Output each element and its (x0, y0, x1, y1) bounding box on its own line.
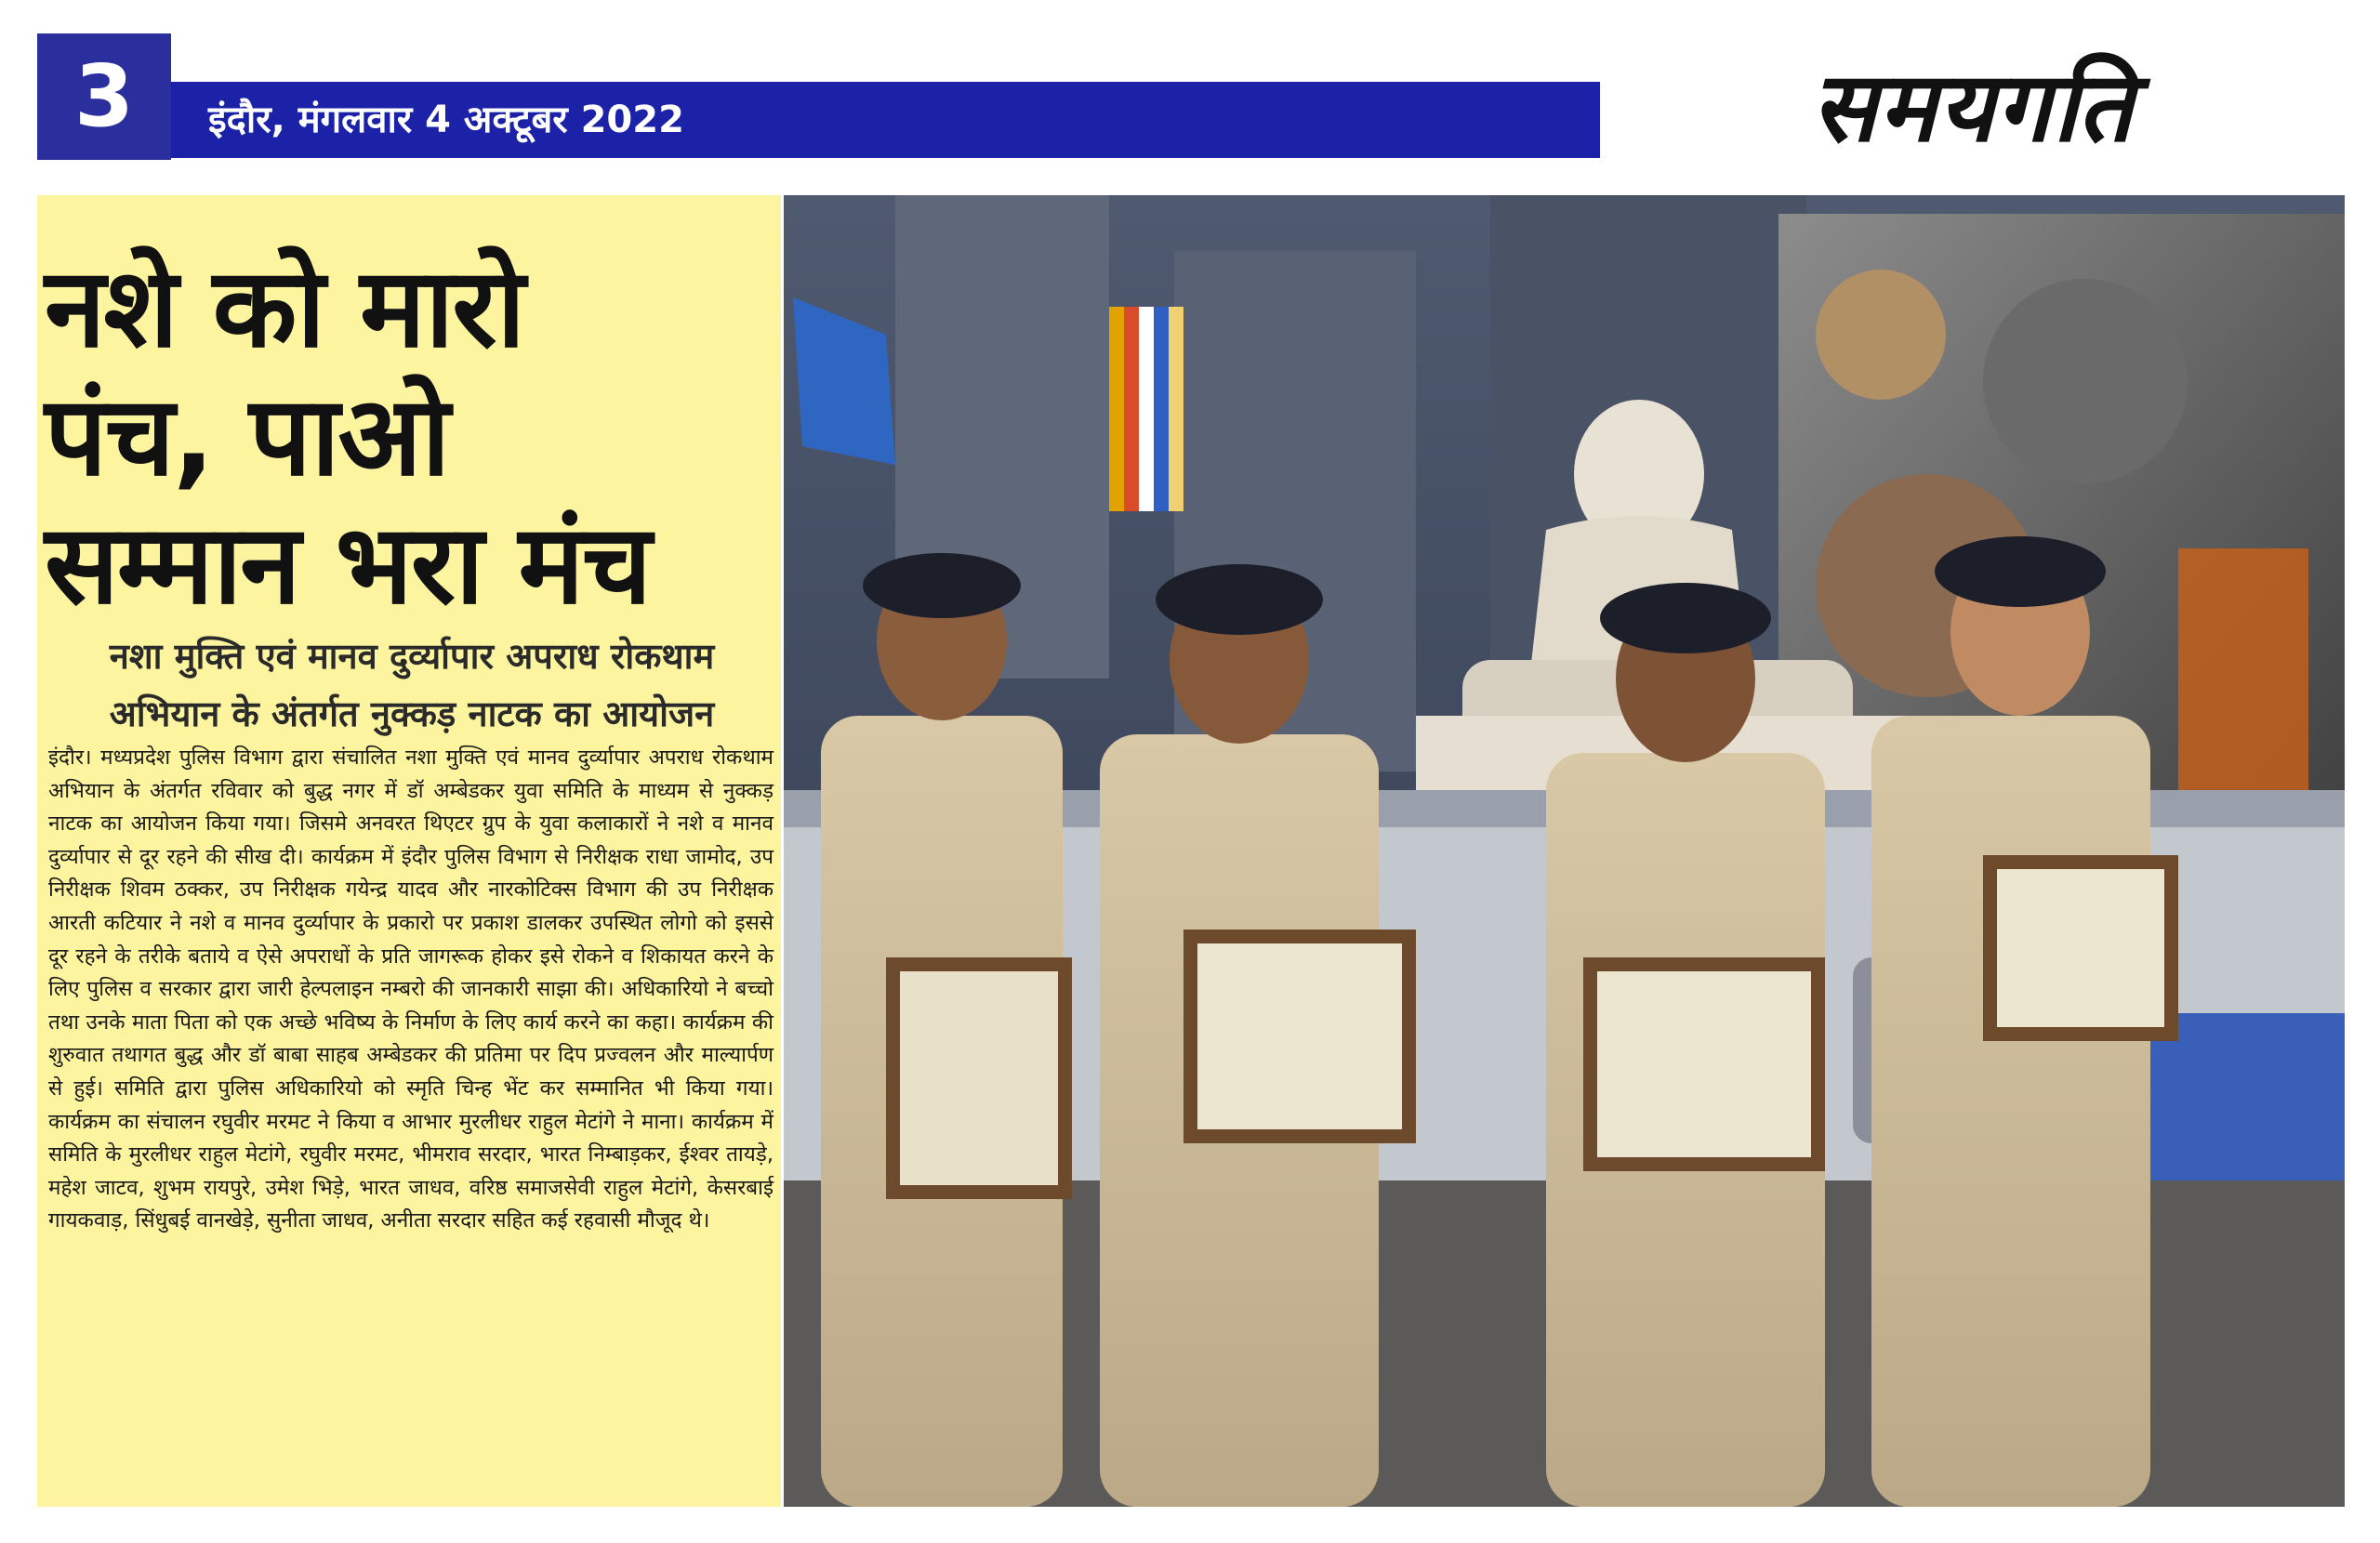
dateline: इंदौर, मंगलवार 4 अक्टूबर 2022 (208, 99, 684, 141)
headline (45, 244, 779, 628)
article-body: इंदौर। मध्यप्रदेश पुलिस विभाग द्वारा संचालित नशा मुक्ति एवं मानव दुर्व्यापार अपराध रोकथाम अभियान के अंतर्गत रविवार को बुद्ध नगर में डॉ अम्बेडकर युवा समिति के माध्यम से नुक्कड़ नाटक का आयोजन किया गया। जिसमे अनवरत थिएटर ग्रुप के युवा कलाकारों ने नशे व मानव दुर्व्यापार से दूर रहने की सीख दी। कार्यक्रम में इंदौर पुलिस विभाग से निरीक्षक राधा जामोद, उप निरीक्षक शिवम ठक्कर, उप निरीक्षक गयेन्द्र यादव और नारकोटिक्स विभाग की उप निरीक्षक आरती कटियार ने नशे व मानव दुर्व्यापार के प्रकारो पर प्रकाश डालकर उपस्थित लोगो को इससे दूर रहने के तरीके बताये व ऐसे अपराधों के प्रति जागरूक होकर इसे रोकने व शिकायत करने के लिए पुलिस व सरकार द्वारा जारी हेल्पलाइन नम्बरो की जानकारी साझा की। अधिकारियो ने बच्चो तथा उनके माता पिता को एक अच्छे भविष्य के निर्माण के लिए कार्य करने का कहा। कार्यक्रम की शुरुवात तथागत बुद्ध और डॉ बाबा साहब अम्बेडकर की प्रतिमा पर दिप प्रज्वलन और माल्यार्पण से हुई। समिति द्वारा पुलिस अधिकारियो को स्मृति चिन्ह भेंट कर सम्मानित भी किया गया। कार्यक्रम का संचालन रघुवीर मरमट ने किया व आभार मुरलीधर राहुल मेटांगे ने माना। कार्यक्रम में समिति के मुरलीधर राहुल मेटांगे, रघुवीर मरमट, भीमराव सरदार, भारत निम्बाड़कर, ईश्वर तायड़े, महेश जाटव, शुभम रायपुरे, उमेश भिड़े, भारत जाधव, वरिष्ठ समाजसेवी राहुल मेटांगे, केसरबाई गायकवाड़, सिंधुबई वानखेड़े, सुनीता जाधव, अनीता सरदार सहित कई रहवासी मौजूद थे। (48, 745, 774, 1233)
headline-line-2: पंच, पाओ (45, 372, 449, 500)
headline-line-1: नशे को मारो (45, 244, 524, 372)
flag-illustration (1109, 307, 1183, 511)
page-number: 3 (37, 33, 171, 160)
subheadline-line-1: नशा मुक्ति एवं मानव दुर्व्यापार अपराध रोकथाम (109, 636, 715, 677)
subheadline (45, 627, 779, 743)
masthead-logo: समयगति (1811, 49, 2135, 164)
headline-line-3: सम्मान भरा मंच (45, 500, 651, 628)
event-photo-illustration (784, 195, 2345, 1507)
event-photo (784, 195, 2345, 1507)
dateline-bar (171, 82, 1600, 158)
subheadline-line-2: अभियान के अंतर्गत नुक्कड़ नाटक का आयोजन (109, 693, 715, 734)
